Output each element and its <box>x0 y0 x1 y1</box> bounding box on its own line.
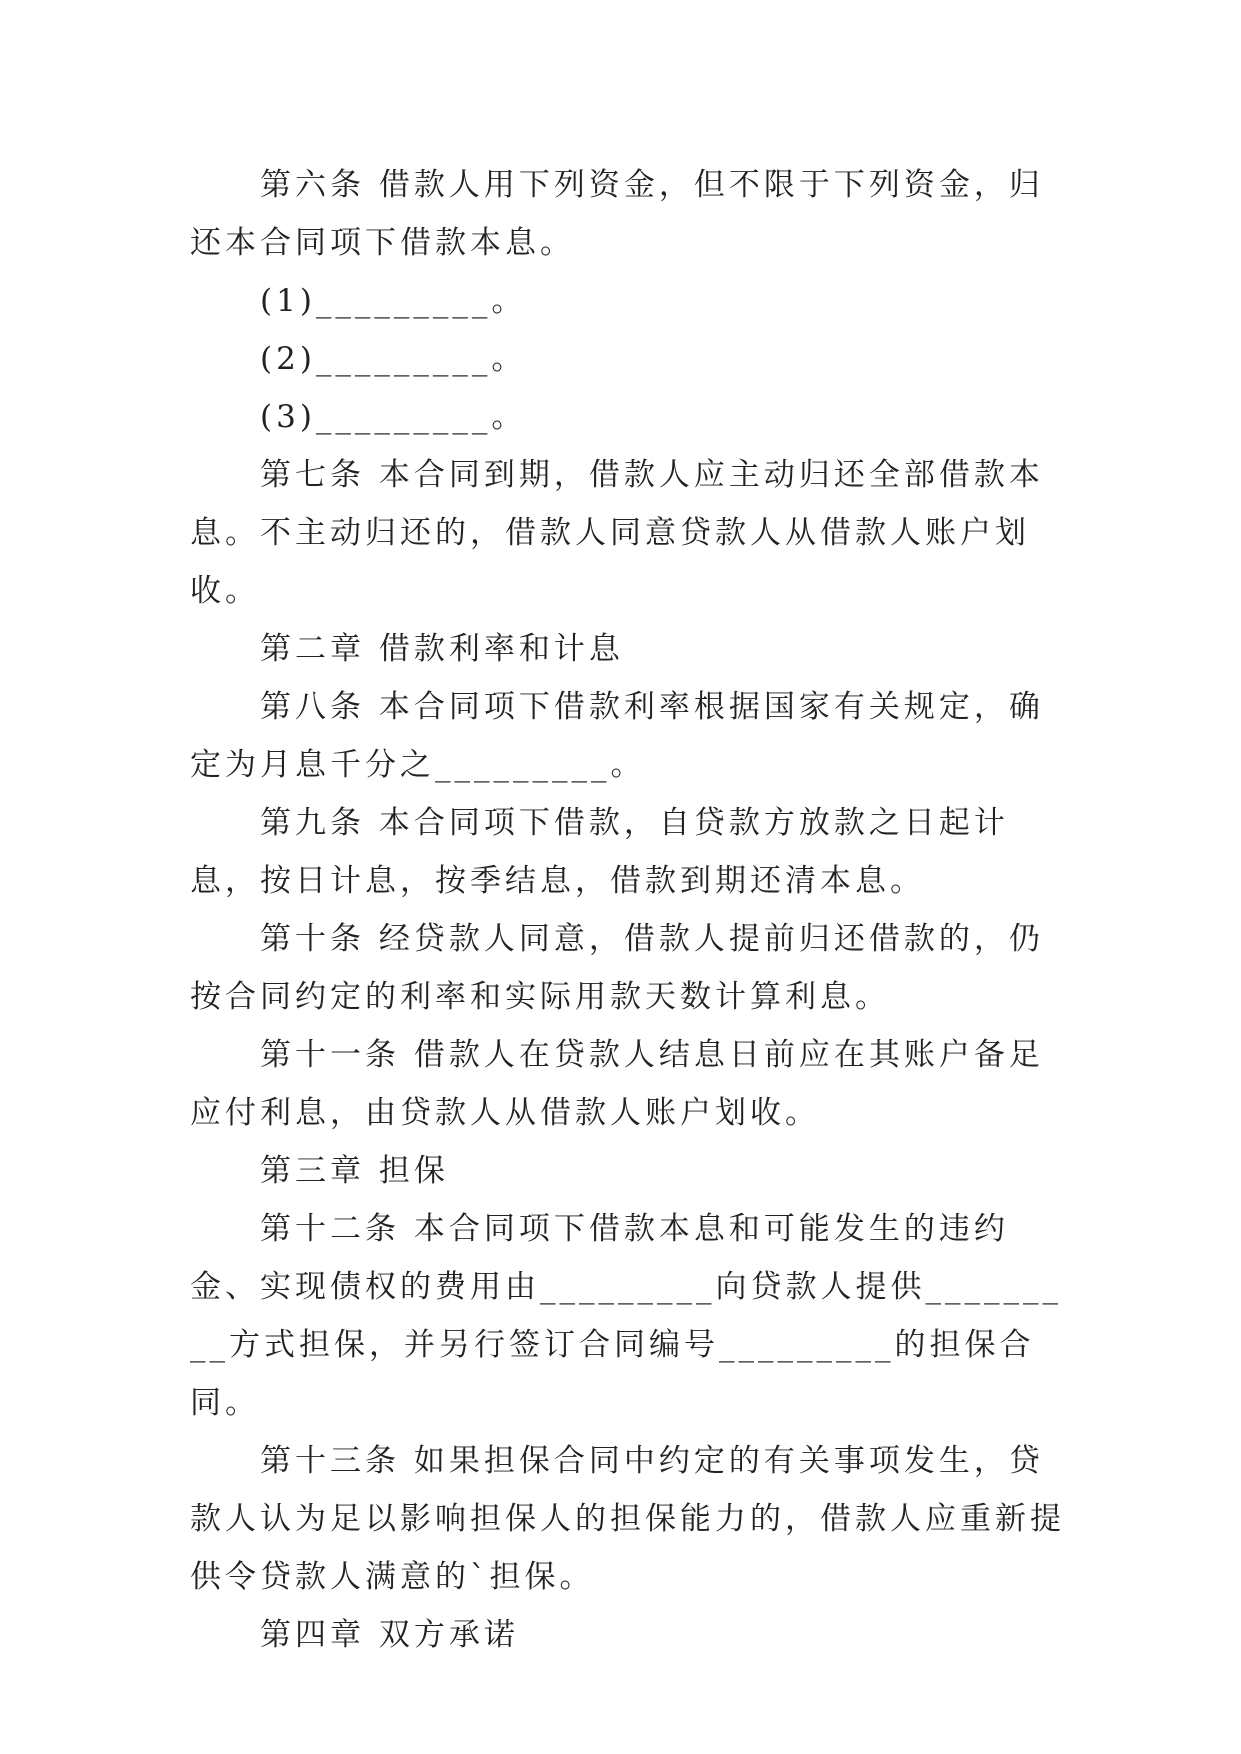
chapter-3-heading: 第三章 担保 <box>260 1153 449 1189</box>
funding-item-1: (1)_________。 <box>260 283 527 319</box>
chapter-2-heading: 第二章 借款利率和计息 <box>260 631 624 667</box>
article-11-paragraph: 第十一条 借款人在贷款人结息日前应在其账户备足应付利息，由贷款人从借款人账户划收。 <box>190 1037 1044 1131</box>
funding-item-3: (3)_________。 <box>260 399 527 435</box>
article-13-paragraph: 第十三条 如果担保合同中约定的有关事项发生，贷款人认为足以影响担保人的担保能力的，借款人应重新提供令贷款人满意的`担保。 <box>190 1443 1065 1595</box>
document-body <box>190 156 1070 1664</box>
article-12-paragraph: 第十二条 本合同项下借款本息和可能发生的违约金、实现债权的费用由_________向贷款人提供_________方式担保，并另行签订合同编号_________的担保合同。 <box>190 1211 1062 1421</box>
chapter-4-heading: 第四章 双方承诺 <box>260 1617 519 1653</box>
article-8-paragraph: 第八条 本合同项下借款利率根据国家有关规定，确定为月息千分之_________。 <box>190 689 1044 783</box>
article-6-paragraph: 第六条 借款人用下列资金，但不限于下列资金，归还本合同项下借款本息。 <box>190 167 1044 261</box>
article-10-paragraph: 第十条 经贷款人同意，借款人提前归还借款的，仍按合同约定的利率和实际用款天数计算利息。 <box>190 921 1044 1015</box>
article-7-paragraph: 第七条 本合同到期，借款人应主动归还全部借款本息。不主动归还的，借款人同意贷款人从借款人账户划收。 <box>190 457 1044 609</box>
funding-item-2: (2)_________。 <box>260 341 527 377</box>
article-9-paragraph: 第九条 本合同项下借款，自贷款方放款之日起计息，按日计息，按季结息，借款到期还清本息。 <box>190 805 1009 899</box>
